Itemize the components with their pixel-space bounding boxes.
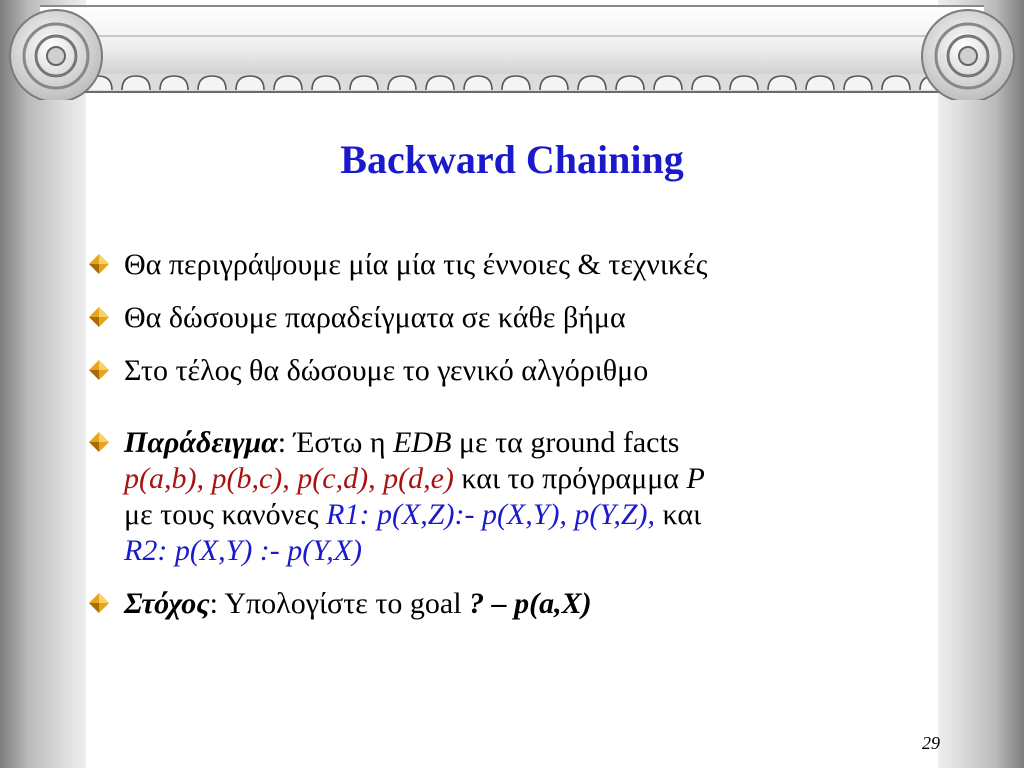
- rule-r1: R1: p(X,Z):- p(X,Y), p(Y,Z),: [326, 498, 656, 531]
- diamond-bullet-icon: [88, 253, 110, 275]
- ionic-capital: [0, 0, 1024, 100]
- bullet-list: [88, 247, 918, 639]
- diamond-bullet-icon: [88, 359, 110, 381]
- rule-r2: R2: p(X,Y) :- p(Y,X): [124, 534, 363, 567]
- volute-left: [10, 10, 102, 100]
- goal-bullet: [88, 586, 918, 622]
- slide-number: 29: [922, 733, 940, 753]
- example-colon: :: [277, 426, 287, 459]
- example-bullet: [88, 425, 918, 569]
- example-text-4: με τους κανόνες: [124, 498, 327, 531]
- diamond-bullet-icon: [88, 306, 110, 328]
- bullet-text: Θα δώσουμε παραδείγματα σε κάθε βήμα: [124, 301, 626, 334]
- column-shading-right: [938, 0, 1024, 768]
- example-text-2: με τα ground facts: [451, 426, 680, 459]
- goal-label: Στόχος: [124, 587, 210, 620]
- example-text-1: Έστω η: [286, 426, 394, 459]
- bullet-text: Στο τέλος θα δώσουμε το γενικό αλγόριθμο: [124, 354, 649, 387]
- slide-title: Backward Chaining: [340, 137, 684, 182]
- volute-right: [922, 10, 1014, 100]
- bullet-item: [88, 247, 918, 283]
- example-text-5: και: [655, 498, 702, 531]
- goal-text: Υπολογίστε το goal: [217, 587, 470, 620]
- example-text-3: και το πρόγραμμα: [453, 462, 687, 495]
- ground-facts: p(a,b), p(b,c), p(c,d), p(d,e): [124, 462, 454, 495]
- bullet-item: [88, 300, 918, 336]
- egg-and-dart-molding: [60, 74, 964, 92]
- bullet-text: Θα περιγράψουμε μία μία τις έννοιες & τεχνικές: [124, 248, 708, 281]
- goal-query: ? – p(a,X): [469, 587, 592, 620]
- example-label: Παράδειγμα: [124, 426, 278, 459]
- column-shading-left: [0, 0, 86, 768]
- bullet-item: [88, 353, 918, 389]
- diamond-bullet-icon: [88, 592, 110, 614]
- edb-term: EDB: [393, 426, 452, 459]
- diamond-bullet-icon: [88, 431, 110, 453]
- program-name: P: [686, 462, 705, 495]
- goal-colon: :: [209, 587, 218, 620]
